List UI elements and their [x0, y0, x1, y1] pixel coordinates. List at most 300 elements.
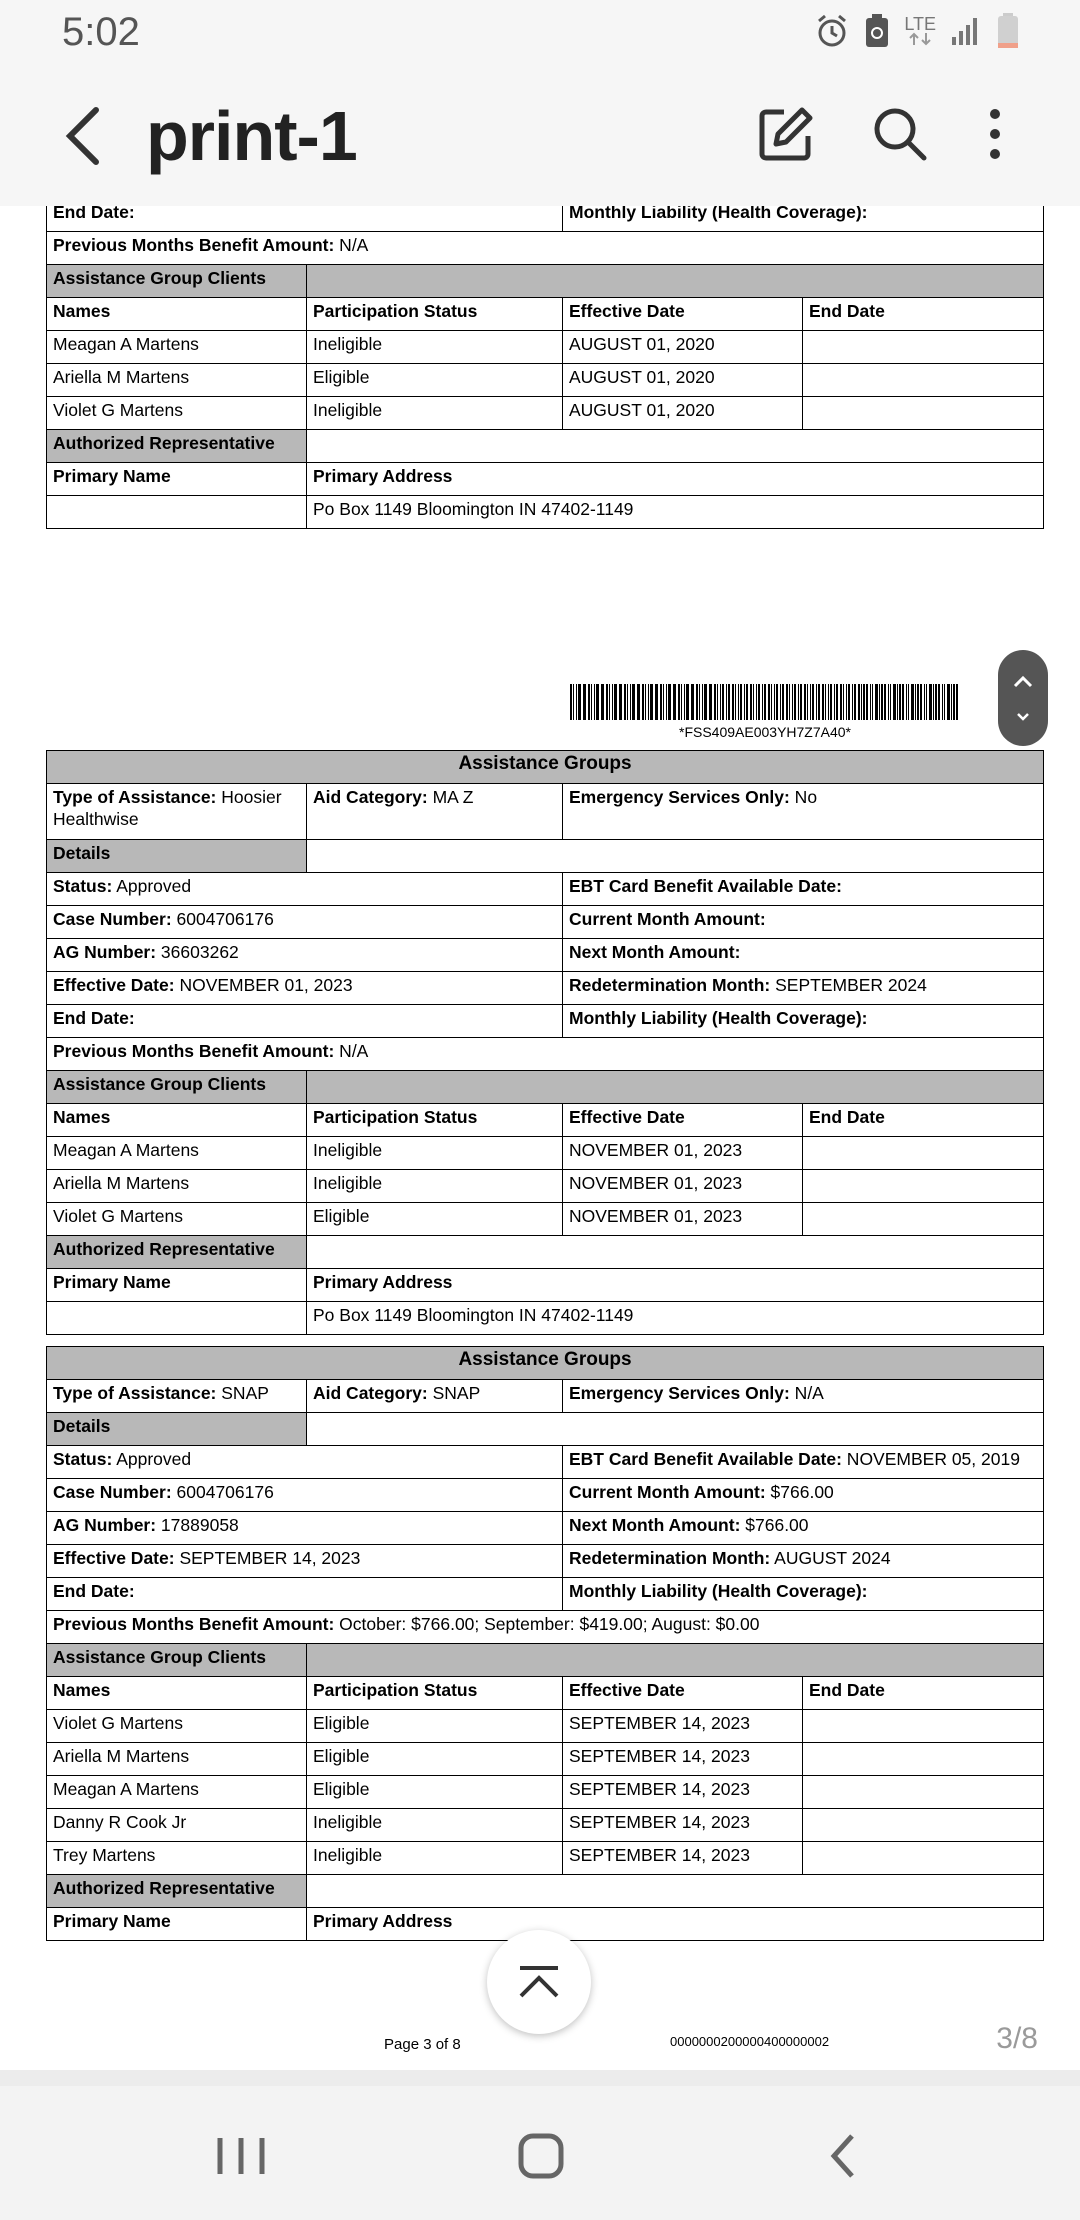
client-end	[803, 1776, 1044, 1809]
barcode-bar	[935, 684, 937, 720]
table-header-row	[47, 298, 1044, 331]
barcode-bar	[944, 684, 946, 720]
barcode-bar	[854, 684, 856, 720]
app-bar	[0, 64, 1080, 206]
barcode-bar	[899, 684, 901, 720]
table-row	[47, 784, 1044, 840]
table-row	[47, 430, 1044, 463]
client-status: Ineligible	[307, 1842, 563, 1875]
client-end	[803, 1842, 1044, 1875]
client-name: Meagan A Martens	[47, 1776, 307, 1809]
scroll-top-icon	[487, 1930, 591, 2034]
barcode-bar	[870, 684, 871, 720]
table-row	[47, 1071, 1044, 1104]
client-end	[803, 397, 1044, 430]
barcode-bar	[858, 684, 860, 720]
lte-indicator	[904, 16, 936, 46]
client-effective: NOVEMBER 01, 2023	[563, 1170, 803, 1203]
page-indicator: 3/8	[996, 2022, 1038, 2055]
barcode-bar	[735, 684, 736, 720]
table-row	[47, 1776, 1044, 1809]
barcode-bar	[758, 684, 760, 720]
client-status: Ineligible	[307, 1137, 563, 1170]
clients-header: Assistance Group Clients	[47, 1071, 307, 1104]
client-status: Eligible	[307, 1710, 563, 1743]
prev-benefit-value: N/A	[334, 235, 369, 255]
eff-value: NOVEMBER 01, 2023	[174, 975, 353, 995]
barcode-bar	[583, 684, 584, 720]
client-name: Danny R Cook Jr	[47, 1809, 307, 1842]
ag-label: AG Number:	[53, 942, 157, 962]
ag-cell	[47, 1512, 563, 1545]
client-status: Eligible	[307, 364, 563, 397]
barcode-bar	[645, 684, 646, 720]
ag-value: 36603262	[156, 942, 239, 962]
primary-address-label: Primary Address	[307, 463, 1044, 496]
barcode-bar	[714, 684, 716, 720]
barcode-bar	[953, 684, 955, 720]
end-date-label: End Date:	[47, 1005, 563, 1038]
barcode-bar	[920, 684, 922, 720]
barcode-bar	[660, 684, 662, 720]
barcode-bar	[924, 684, 925, 720]
emerg-value: No	[789, 787, 818, 807]
client-effective: AUGUST 01, 2020	[563, 397, 803, 430]
client-effective: NOVEMBER 01, 2023	[563, 1137, 803, 1170]
table-row	[47, 1578, 1044, 1611]
client-effective: SEPTEMBER 14, 2023	[563, 1776, 803, 1809]
more-options-icon[interactable]	[965, 104, 1025, 164]
table-row	[47, 1743, 1044, 1776]
barcode-bar	[852, 684, 853, 720]
battery-saver-icon	[864, 13, 890, 49]
barcode-bar	[666, 684, 668, 720]
client-name: Violet G Martens	[47, 1710, 307, 1743]
barcode-bar	[686, 684, 688, 720]
ebt-cell	[563, 1446, 1044, 1479]
clients-header-fill	[307, 265, 1044, 298]
barcode-bar	[710, 684, 712, 720]
barcode-bar	[699, 684, 700, 720]
next-label: Next Month Amount:	[569, 942, 741, 962]
prev-benefit-value: N/A	[334, 1041, 369, 1061]
barcode-bar	[789, 684, 790, 720]
client-end	[803, 364, 1044, 397]
barcode-bar	[768, 684, 770, 720]
barcode-bar	[609, 684, 610, 720]
prev-benefit-label: Previous Months Benefit Amount:	[53, 1614, 335, 1634]
lte-label: LTE	[904, 14, 936, 34]
barcode-bar	[804, 684, 806, 720]
liability-label: Monthly Liability (Health Coverage):	[563, 206, 1044, 232]
barcode-bar	[702, 684, 704, 720]
client-effective: AUGUST 01, 2020	[563, 331, 803, 364]
barcode-bar	[620, 684, 622, 720]
barcode-bar	[753, 684, 754, 720]
ebt-label: EBT Card Benefit Available Date:	[569, 876, 842, 896]
table-row	[47, 1809, 1044, 1842]
table-row	[47, 1710, 1044, 1743]
case-label: Case Number:	[53, 1482, 172, 1502]
barcode-bar	[863, 684, 865, 720]
barcode-bar	[902, 684, 904, 720]
barcode-bar	[614, 684, 616, 720]
barcode-bar	[746, 684, 748, 720]
page-footer: Page 3 of 8	[384, 2036, 461, 2053]
barcode-bar	[875, 684, 877, 720]
clients-header: Assistance Group Clients	[47, 265, 307, 298]
client-end	[803, 1743, 1044, 1776]
barcode-bar	[756, 684, 758, 720]
col-effective: Effective Date	[563, 1104, 803, 1137]
current-label: Current Month Amount:	[569, 909, 766, 929]
details-header: Details	[47, 1413, 307, 1446]
fast-scroll-handle[interactable]	[998, 650, 1048, 746]
col-names: Names	[47, 1677, 307, 1710]
table-header-row	[47, 1677, 1044, 1710]
table-row	[47, 496, 1044, 529]
barcode-bar	[834, 684, 835, 720]
edit-icon[interactable]	[756, 104, 816, 164]
table-row	[47, 1611, 1044, 1644]
client-name: Violet G Martens	[47, 397, 307, 430]
barcode-bar	[630, 684, 632, 720]
client-effective: SEPTEMBER 14, 2023	[563, 1842, 803, 1875]
alarm-icon	[814, 13, 850, 49]
primary-address-value: Po Box 1149 Bloomington IN 47402-1149	[307, 496, 1044, 529]
barcode-bar	[915, 684, 916, 720]
barcode-bar	[816, 684, 817, 720]
barcode-bar	[951, 684, 952, 720]
table-row	[47, 1380, 1044, 1413]
redet-cell	[563, 972, 1044, 1005]
assistance-group-table-1	[46, 750, 1044, 1335]
table-row	[47, 1203, 1044, 1236]
barcode-bar	[872, 684, 874, 720]
primary-name-label: Primary Name	[47, 1269, 307, 1302]
barcode-bar	[938, 684, 940, 720]
barcode-bar	[656, 684, 658, 720]
prev-benefit-cell	[47, 232, 1044, 265]
barcode	[570, 684, 960, 720]
page2-table	[46, 206, 1044, 529]
nav-back-icon[interactable]	[810, 2126, 880, 2186]
case-cell	[47, 906, 563, 939]
aid-label: Aid Category:	[313, 1383, 428, 1403]
client-status: Eligible	[307, 1743, 563, 1776]
table-row	[47, 906, 1044, 939]
data-arrows-icon	[908, 32, 932, 46]
barcode-bar	[812, 684, 814, 720]
table-row	[47, 331, 1044, 364]
barcode-bar	[776, 684, 778, 720]
client-name: Meagan A Martens	[47, 1137, 307, 1170]
chevron-down-icon	[998, 700, 1048, 740]
barcode-bar	[591, 684, 592, 720]
auth-rep-header: Authorized Representative	[47, 430, 307, 463]
barcode-bar	[726, 684, 727, 720]
type-cell	[47, 784, 307, 840]
barcode-bar	[818, 684, 820, 720]
redet-cell	[563, 1545, 1044, 1578]
barcode-bar	[720, 684, 722, 720]
emerg-value: N/A	[789, 1383, 824, 1403]
clients-header-fill	[307, 1071, 1044, 1104]
barcode-bar	[888, 684, 889, 720]
status-label: Status:	[53, 1449, 113, 1469]
table-row	[47, 1545, 1044, 1578]
table-row	[47, 364, 1044, 397]
barcode-bar	[594, 684, 596, 720]
barcode-bar	[926, 684, 928, 720]
redet-value: AUGUST 2024	[770, 1548, 891, 1568]
barcode-bar	[576, 684, 578, 720]
status-icons	[814, 12, 1020, 50]
barcode-bar	[738, 684, 740, 720]
type-cell	[47, 1380, 307, 1413]
clients-header-fill	[307, 1644, 1044, 1677]
barcode-bar	[638, 684, 640, 720]
barcode-bar	[780, 684, 781, 720]
table-row	[47, 751, 1044, 784]
next-value: $766.00	[740, 1515, 809, 1535]
details-header: Details	[47, 840, 307, 873]
barcode-bar	[648, 684, 650, 720]
barcode-bar	[800, 684, 802, 720]
scroll-to-top-button[interactable]	[487, 1930, 591, 2034]
barcode-bar	[650, 684, 652, 720]
emerg-cell	[563, 784, 1044, 840]
page-footer-code: 0000000200000400000002	[670, 2034, 830, 2049]
barcode-bar	[681, 684, 682, 720]
auth-rep-fill	[307, 1875, 1044, 1908]
end-date-label: End Date:	[47, 206, 563, 232]
client-end	[803, 1170, 1044, 1203]
table-row	[47, 1644, 1044, 1677]
col-end: End Date	[803, 1677, 1044, 1710]
barcode-bar	[911, 684, 913, 720]
barcode-bar	[602, 684, 604, 720]
eff-cell	[47, 1545, 563, 1578]
status-value: Approved	[112, 876, 192, 896]
aid-label: Aid Category:	[313, 787, 428, 807]
type-value: SNAP	[216, 1383, 269, 1403]
barcode-bar	[825, 684, 826, 720]
barcode-bar	[774, 684, 776, 720]
next-label: Next Month Amount:	[569, 1515, 741, 1535]
barcode-bar	[947, 684, 949, 720]
barcode-bar	[906, 684, 907, 720]
details-fill	[307, 840, 1044, 873]
barcode-bar	[798, 684, 799, 720]
barcode-bar	[584, 684, 586, 720]
barcode-bar	[848, 684, 850, 720]
back-arrow-icon[interactable]	[56, 104, 112, 168]
status-time: 5:02	[62, 10, 140, 54]
barcode-bar	[674, 684, 676, 720]
table-row	[47, 1875, 1044, 1908]
barcode-bar	[890, 684, 892, 720]
barcode-bar	[678, 684, 680, 720]
assistance-group-table-2	[46, 1346, 1044, 1941]
table-row	[47, 232, 1044, 265]
signal-icon	[950, 15, 982, 47]
barcode-bar	[933, 684, 934, 720]
barcode-bar	[673, 684, 674, 720]
status-cell	[47, 873, 563, 906]
aid-cell	[307, 1380, 563, 1413]
aid-value: SNAP	[427, 1383, 481, 1403]
client-end	[803, 1137, 1044, 1170]
case-cell	[47, 1479, 563, 1512]
client-end	[803, 1809, 1044, 1842]
barcode-bar	[624, 684, 626, 720]
battery-low-icon	[996, 12, 1020, 50]
barcode-bar	[612, 684, 614, 720]
client-effective: NOVEMBER 01, 2023	[563, 1203, 803, 1236]
primary-address-value: Po Box 1149 Bloomington IN 47402-1149	[307, 1302, 1044, 1335]
emerg-cell	[563, 1380, 1044, 1413]
client-end	[803, 1710, 1044, 1743]
barcode-bar	[893, 684, 895, 720]
barcode-bar	[897, 684, 898, 720]
client-effective: SEPTEMBER 14, 2023	[563, 1710, 803, 1743]
barcode-bar	[830, 684, 832, 720]
barcode-bar	[908, 684, 910, 720]
table-row	[47, 397, 1044, 430]
current-value: $766.00	[765, 1482, 834, 1502]
barcode-bar	[750, 684, 752, 720]
type-label: Type of Assistance:	[53, 787, 217, 807]
status-label: Status:	[53, 876, 113, 896]
table-row	[47, 1347, 1044, 1380]
barcode-bar	[807, 684, 808, 720]
barcode-bar	[632, 684, 634, 720]
barcode-bar	[810, 684, 812, 720]
table-row	[47, 1005, 1044, 1038]
group-heading: Assistance Groups	[47, 751, 1044, 784]
barcode-bar	[627, 684, 628, 720]
barcode-bar	[879, 684, 880, 720]
barcode-bar	[956, 684, 958, 720]
group-heading: Assistance Groups	[47, 1347, 1044, 1380]
barcode-bar	[828, 684, 830, 720]
barcode-bar	[929, 684, 931, 720]
client-status: Eligible	[307, 1203, 563, 1236]
barcode-bar	[794, 684, 796, 720]
barcode-bar	[709, 684, 710, 720]
client-name: Trey Martens	[47, 1842, 307, 1875]
client-end	[803, 331, 1044, 364]
ag-label: AG Number:	[53, 1515, 157, 1535]
col-status: Participation Status	[307, 1677, 563, 1710]
auth-rep-fill	[307, 430, 1044, 463]
case-label: Case Number:	[53, 909, 172, 929]
client-status: Eligible	[307, 1776, 563, 1809]
table-row	[47, 1479, 1044, 1512]
barcode-bar	[573, 684, 574, 720]
eff-label: Effective Date:	[53, 975, 175, 995]
ebt-value: NOVEMBER 05, 2019	[841, 1449, 1020, 1469]
status-value: Approved	[112, 1449, 192, 1469]
primary-name-label: Primary Name	[47, 1908, 307, 1941]
barcode-bar	[722, 684, 724, 720]
ag-value: 17889058	[156, 1515, 239, 1535]
home-icon[interactable]	[506, 2126, 576, 2186]
barcode-bar	[861, 684, 862, 720]
col-end: End Date	[803, 298, 1044, 331]
barcode-bar	[917, 684, 919, 720]
barcode-bar	[596, 684, 598, 720]
barcode-bar	[792, 684, 794, 720]
status-cell	[47, 1446, 563, 1479]
barcode-bar	[822, 684, 824, 720]
client-end	[803, 1203, 1044, 1236]
type-label: Type of Assistance:	[53, 1383, 217, 1403]
barcode-bar	[942, 684, 943, 720]
emerg-label: Emergency Services Only:	[569, 1383, 790, 1403]
barcode-bar	[764, 684, 766, 720]
table-row	[47, 972, 1044, 1005]
client-status: Ineligible	[307, 1170, 563, 1203]
table-row	[47, 840, 1044, 873]
table-row	[47, 265, 1044, 298]
type-value: Hoosier Healthwise	[53, 787, 282, 829]
barcode-bar	[642, 684, 644, 720]
table-row	[47, 1446, 1044, 1479]
barcode-bar	[601, 684, 602, 720]
col-end: End Date	[803, 1104, 1044, 1137]
pdf-page-3	[0, 670, 1080, 2070]
redet-value: SEPTEMBER 2024	[770, 975, 927, 995]
current-cell	[563, 906, 1044, 939]
client-status: Ineligible	[307, 331, 563, 364]
table-row	[47, 463, 1044, 496]
col-status: Participation Status	[307, 1104, 563, 1137]
barcode-bar	[771, 684, 772, 720]
primary-name-value	[47, 496, 307, 529]
document-viewer[interactable]	[0, 206, 1080, 2086]
table-row	[47, 206, 1044, 232]
table-row	[47, 1413, 1044, 1446]
barcode-bar	[728, 684, 730, 720]
system-nav-bar	[0, 2086, 1080, 2220]
table-row	[47, 1512, 1044, 1545]
status-bar	[0, 0, 1080, 64]
barcode-text: *FSS409AE003YH7Z7A40*	[679, 724, 851, 740]
recent-apps-icon[interactable]	[206, 2126, 276, 2186]
document-title: print-1	[146, 97, 357, 175]
barcode-bar	[663, 684, 664, 720]
table-row	[47, 1170, 1044, 1203]
eff-label: Effective Date:	[53, 1548, 175, 1568]
barcode-bar	[881, 684, 883, 720]
auth-rep-header: Authorized Representative	[47, 1875, 307, 1908]
client-status: Ineligible	[307, 397, 563, 430]
search-icon[interactable]	[870, 104, 930, 164]
col-effective: Effective Date	[563, 298, 803, 331]
aid-cell	[307, 784, 563, 840]
client-status: Ineligible	[307, 1809, 563, 1842]
aid-value: MA Z	[427, 787, 474, 807]
primary-address-label: Primary Address	[307, 1269, 1044, 1302]
prev-benefit-cell	[47, 1038, 1044, 1071]
client-name: Violet G Martens	[47, 1203, 307, 1236]
emerg-label: Emergency Services Only:	[569, 787, 790, 807]
primary-name-label: Primary Name	[47, 463, 307, 496]
table-row	[47, 1842, 1044, 1875]
barcode-bar	[740, 684, 742, 720]
